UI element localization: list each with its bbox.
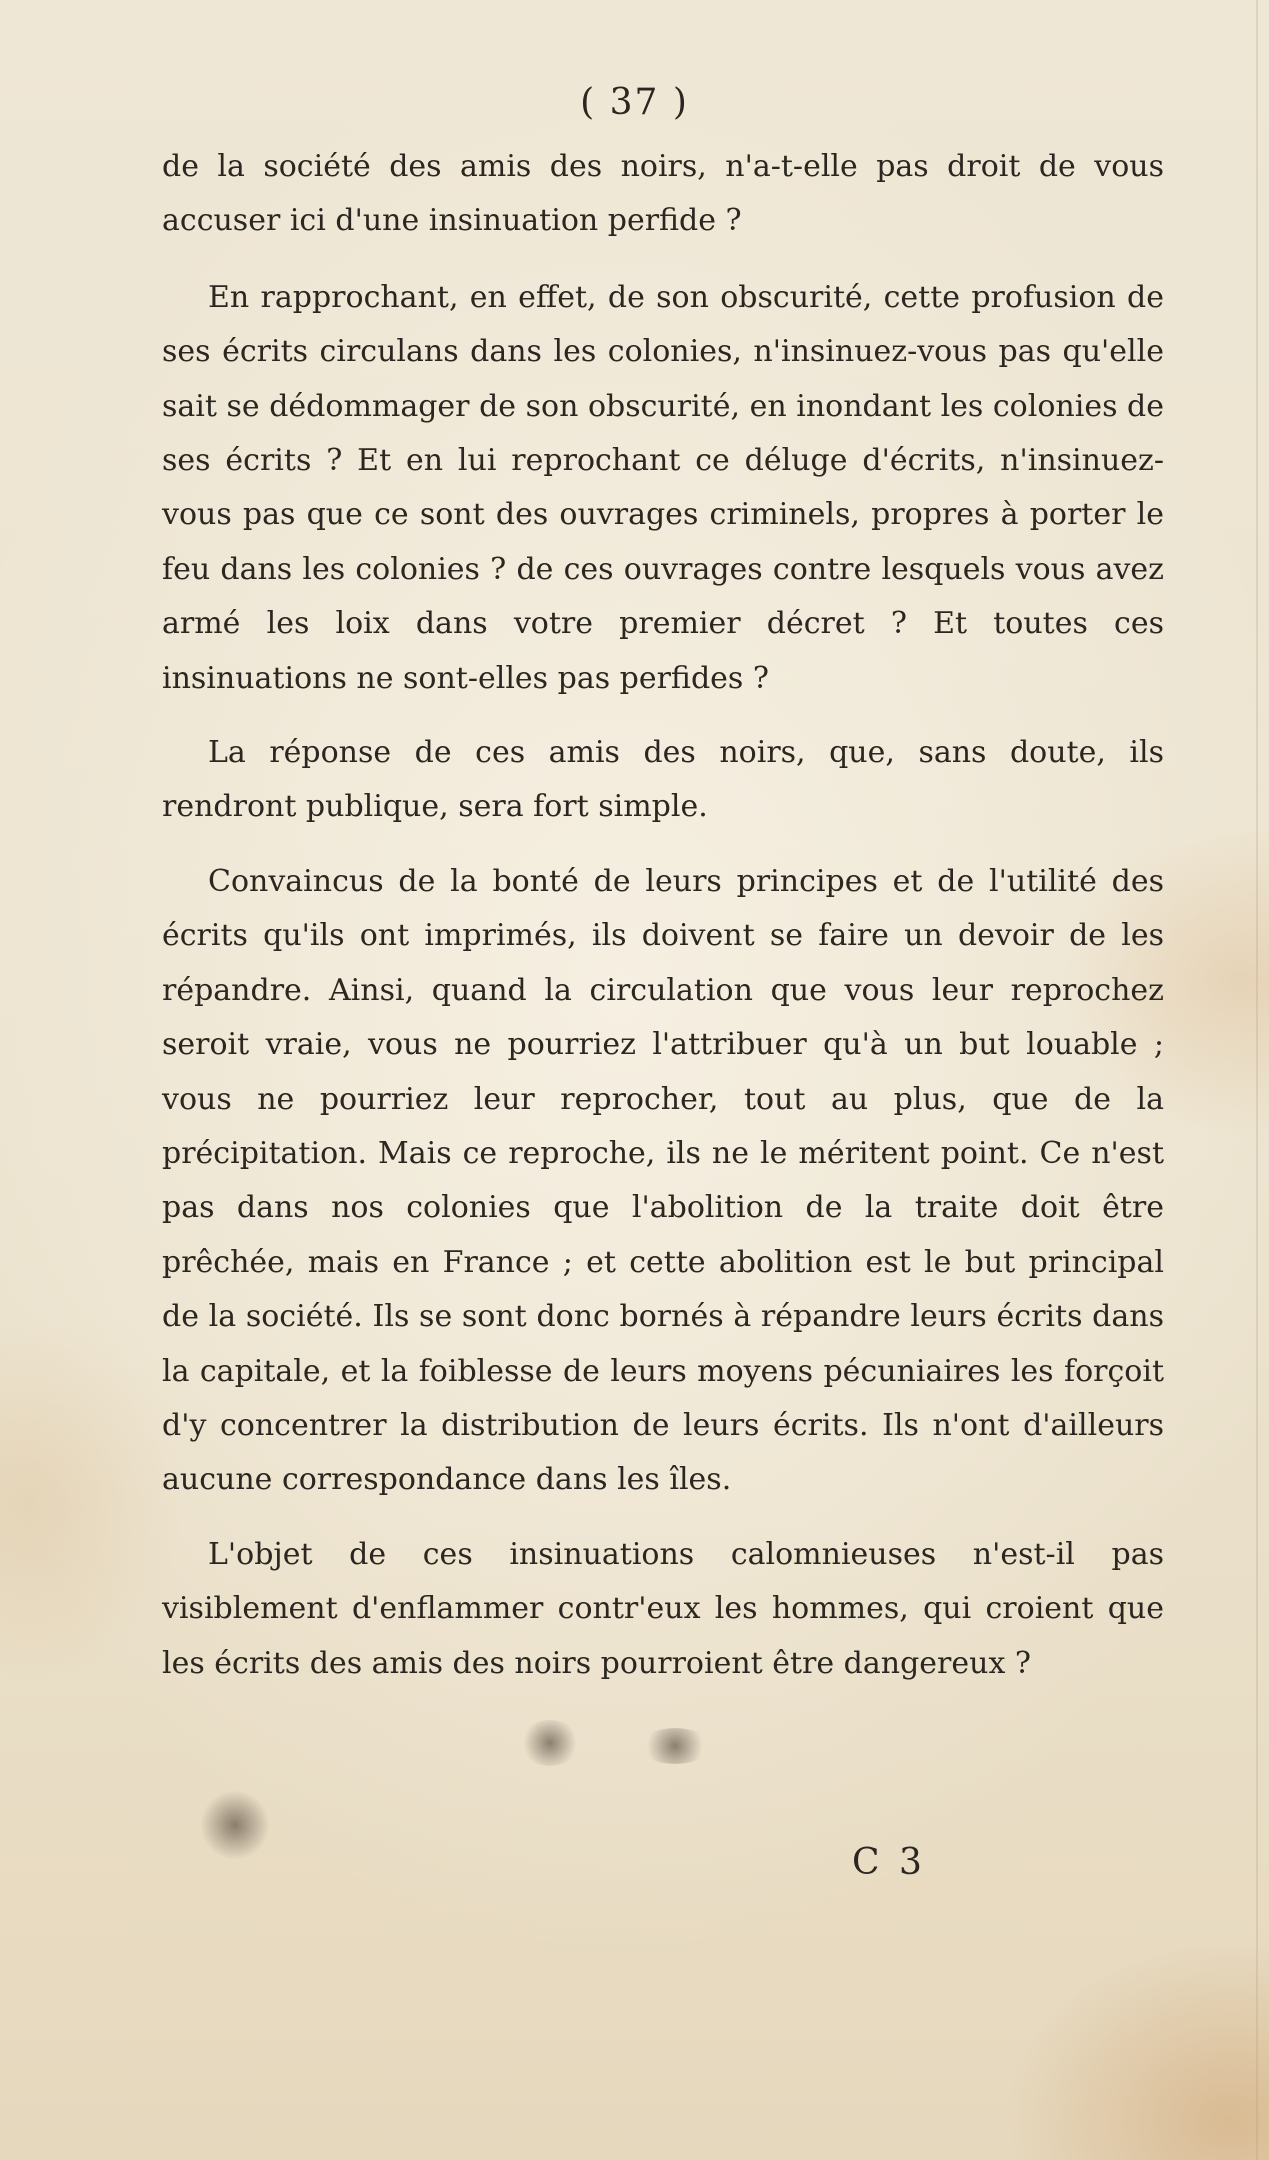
paragraph-2: En rapprochant, en effet, de son obscurité, cette profusion de ses écrits circulans dans les colonies, n'insinuez-vous pas qu'elle sait se dédommager de son obscurité, en inondant les colonies de ses écrits ? Et en lui reprochant ce déluge d'écrits, n'insinuez-vous pas que ce sont des ouvrages criminels, propres à porter le feu dans les colonies ? de ces ouvrages contre lesquels vous avez armé les loix dans votre premier décret ? Et toutes ces insinuations ne sont-elles pas perfides ? [162, 279, 1164, 696]
ink-smudge [520, 1720, 580, 1766]
paragraph-5: L'objet de ces insinuations calomnieuses n'est-il pas visiblement d'enflammer contr'eux les hommes, qui croient que les écrits des amis des noirs pourroient être dangereux ? [162, 1536, 1164, 1681]
page-edge-shadow [1256, 0, 1258, 2160]
body-text [162, 140, 1164, 1711]
ink-smudge [640, 1728, 710, 1764]
paragraph-continuation: de la société des amis des noirs, n'a-t-elle pas droit de vous accuser ici d'une insinuation perfide ? [162, 149, 1164, 239]
page-number: ( 37 ) [580, 82, 689, 123]
signature-mark: C 3 [852, 1842, 926, 1883]
paragraph-4: Convaincus de la bonté de leurs principes et de l'utilité des écrits qu'ils ont imprimés, ils doivent se faire un devoir de les répandre. Ainsi, quand la circulation que vous leur reprochez seroit vraie, vous ne pourriez l'attribuer qu'à un but louable ; vous ne pourriez leur reprocher, tout au plus, que de la précipitation. Mais ce reproche, ils ne le méritent point. Ce n'est pas dans nos colonies que l'abolition de la traite doit être prêchée, mais en France ; et cette abolition est le but principal de la société. Ils se sont donc bornés à répandre leurs écrits dans la capitale, et la foiblesse de leurs moyens pécuniaires les forçoit d'y concentrer la distribution de leurs écrits. Ils n'ont d'ailleurs aucune correspondance dans les îles. [162, 863, 1164, 1498]
paragraph-3: La réponse de ces amis des noirs, que, sans doute, ils rendront publique, sera fort simple. [162, 735, 1164, 825]
ink-smudge [200, 1790, 270, 1860]
